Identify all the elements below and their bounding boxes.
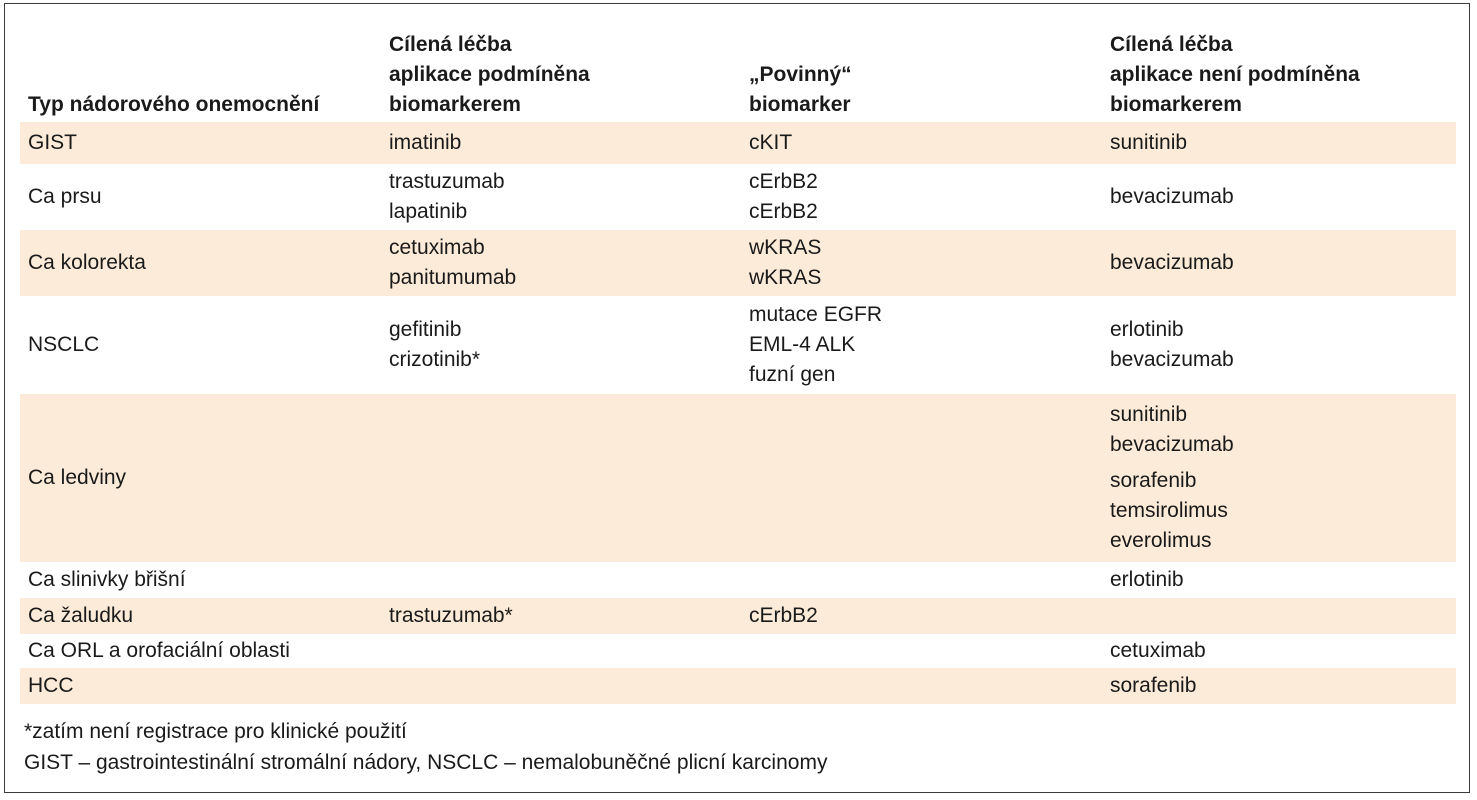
cell-mandatory-biomarker [741, 296, 1102, 394]
cell-tumor-type [20, 296, 381, 394]
cell-line: cetuximab [1110, 639, 1206, 662]
table-row [20, 296, 1456, 394]
cell-line: trastuzumab [389, 170, 505, 193]
table-body [20, 122, 1456, 704]
cell-line: EML-4 ALK [749, 333, 856, 356]
cell-line: cErbB2 [749, 604, 818, 627]
cell-mandatory-biomarker [741, 598, 1102, 634]
cell-line: Ca slinivky břišní [28, 568, 186, 591]
cell-line: sunitinib [1110, 131, 1188, 154]
cell-biomarker-dependent-therapy [381, 394, 741, 562]
cell-line: bevacizumab [1110, 433, 1234, 456]
cell-tumor-type [20, 668, 381, 704]
cell-line: temsirolimus [1110, 499, 1228, 522]
cell-mandatory-biomarker [741, 230, 1102, 296]
cell-line: wKRAS [749, 236, 822, 259]
cell-biomarker-dependent-therapy [381, 230, 741, 296]
cell-line: Ca prsu [28, 185, 102, 208]
cell-mandatory-biomarker [741, 394, 1102, 562]
cell-line: NSCLC [28, 333, 100, 356]
cell-line: bevacizumab [1110, 348, 1234, 371]
cell-mandatory-biomarker [741, 122, 1102, 164]
cell-line: sorafenib [1110, 469, 1197, 492]
table-row [20, 394, 1456, 562]
table-row [20, 562, 1456, 598]
cell-line: crizotinib* [389, 348, 481, 371]
cell-line: lapatinib [389, 200, 468, 223]
cell-mandatory-biomarker [741, 164, 1102, 230]
cell-biomarker-independent-therapy [1102, 230, 1456, 296]
cell-biomarker-independent-therapy [1102, 634, 1456, 668]
header-line: Cílená léčba [389, 33, 512, 56]
targeted-therapy-table [20, 25, 1456, 704]
cell-line: mutace EGFR [749, 303, 883, 326]
cell-line: erlotinib [1110, 318, 1184, 341]
cell-tumor-type [20, 634, 381, 668]
table-row [20, 598, 1456, 634]
table-notes [24, 716, 827, 778]
cell-biomarker-independent-therapy [1102, 164, 1456, 230]
cell-biomarker-dependent-therapy [381, 296, 741, 394]
cell-line: HCC [28, 674, 74, 697]
table-row [20, 164, 1456, 230]
footnote-abbreviations: GIST – gastrointestinální stromální nádory, NSCLC – nemalobuněčné plicní karcinomy [24, 751, 828, 774]
header-line: Cílená léčba [1110, 33, 1233, 56]
cell-line: Ca ORL a orofaciální oblasti [28, 639, 290, 662]
cell-biomarker-independent-therapy [1102, 122, 1456, 164]
cell-line: bevacizumab [1110, 251, 1234, 274]
header-tumor-type [20, 25, 381, 122]
cell-tumor-type [20, 598, 381, 634]
cell-line: Ca žaludku [28, 604, 134, 627]
header-line: aplikace podmíněna [389, 63, 590, 86]
cell-mandatory-biomarker [741, 562, 1102, 598]
header-line: Typ nádorového onemocnění [28, 93, 320, 116]
cell-mandatory-biomarker [741, 634, 1102, 668]
cell-line: Ca kolorekta [28, 251, 146, 274]
header-mandatory-biomarker [741, 25, 1102, 122]
cell-line: sorafenib [1110, 674, 1197, 697]
cell-biomarker-independent-therapy [1102, 562, 1456, 598]
cell-mandatory-biomarker [741, 668, 1102, 704]
cell-biomarker-dependent-therapy [381, 598, 741, 634]
cell-line: gefitinib [389, 318, 462, 341]
cell-line: GIST [28, 131, 78, 154]
cell-biomarker-dependent-therapy [381, 562, 741, 598]
cell-line: wKRAS [749, 266, 822, 289]
cell-line: cErbB2 [749, 170, 818, 193]
cell-biomarker-dependent-therapy [381, 668, 741, 704]
cell-line: everolimus [1110, 529, 1212, 552]
cell-line: trastuzumab* [389, 604, 513, 627]
header-biomarker-dependent-therapy [381, 25, 741, 122]
header-line: biomarkerem [1110, 93, 1242, 116]
header-line: biomarker [749, 93, 851, 116]
cell-line: cKIT [749, 131, 793, 154]
cell-line: erlotinib [1110, 568, 1184, 591]
cell-line: panitumumab [389, 266, 517, 289]
cell-biomarker-dependent-therapy [381, 164, 741, 230]
table-row [20, 230, 1456, 296]
cell-line: sunitinib [1110, 403, 1188, 426]
table-row [20, 634, 1456, 668]
cell-line: cetuximab [389, 236, 485, 259]
header-line: „Povinný“ [749, 63, 852, 86]
table-header [20, 25, 1456, 122]
footnote-registration: *zatím není registrace pro klinické použití [24, 720, 407, 743]
cell-tumor-type [20, 562, 381, 598]
cell-line: fuzní gen [749, 363, 836, 386]
cell-biomarker-independent-therapy [1102, 598, 1456, 634]
cell-line: cErbB2 [749, 200, 818, 223]
header-biomarker-independent-therapy [1102, 25, 1456, 122]
cell-line: bevacizumab [1110, 185, 1234, 208]
cell-biomarker-independent-therapy [1102, 296, 1456, 394]
cell-biomarker-dependent-therapy [381, 122, 741, 164]
header-row [20, 25, 1456, 122]
cell-line: imatinib [389, 131, 462, 154]
cell-biomarker-independent-therapy [1102, 394, 1456, 562]
cell-tumor-type [20, 164, 381, 230]
cell-tumor-type [20, 394, 381, 562]
header-line: aplikace není podmíněna [1110, 63, 1360, 86]
cell-tumor-type [20, 122, 381, 164]
cell-line: Ca ledviny [28, 466, 127, 489]
table-row [20, 668, 1456, 704]
cell-biomarker-dependent-therapy [381, 634, 741, 668]
cell-biomarker-independent-therapy [1102, 668, 1456, 704]
table-row [20, 122, 1456, 164]
header-line: biomarkerem [389, 93, 521, 116]
cell-tumor-type [20, 230, 381, 296]
